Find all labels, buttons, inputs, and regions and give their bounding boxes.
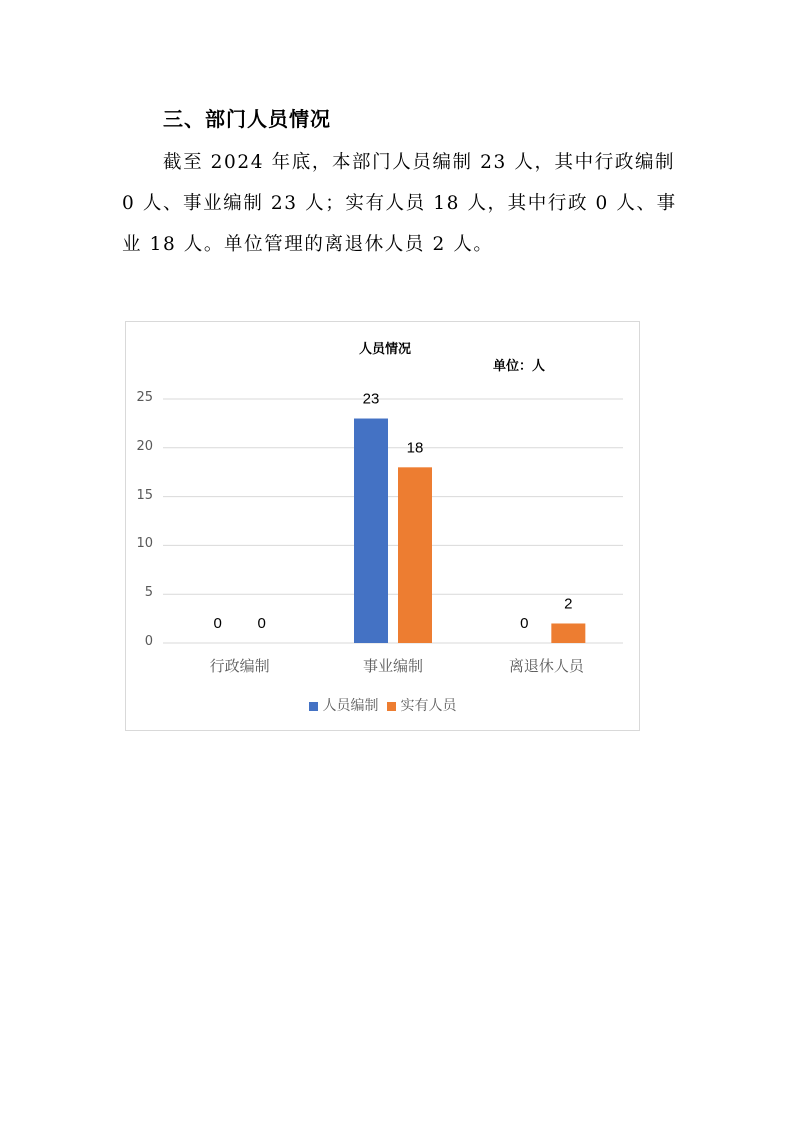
data-label: 18 <box>406 439 424 457</box>
bar <box>551 623 585 643</box>
legend-item <box>309 695 379 715</box>
data-label: 2 <box>564 595 573 613</box>
data-label: 0 <box>257 615 266 632</box>
section-heading: 三、部门人员情况 <box>163 107 331 131</box>
y-tick-label: 15 <box>136 487 153 503</box>
chart-unit-label: 单位：人 <box>493 359 546 374</box>
legend-swatch <box>309 702 318 711</box>
y-tick-label: 20 <box>136 438 153 454</box>
legend-label: 实有人员 <box>400 698 457 714</box>
x-tick-label: 离退休人员 <box>508 657 584 675</box>
y-tick-label: 25 <box>136 390 153 405</box>
chart-title: 人员情况 <box>359 342 412 357</box>
paragraph-line-1: 截至 2024 年底，本部门人员编制 23 人，其中行政编制 <box>163 152 676 173</box>
bar <box>398 467 432 643</box>
legend-label: 人员编制 <box>322 698 379 714</box>
chart-legend <box>126 695 639 715</box>
y-tick-label: 5 <box>144 585 153 601</box>
y-tick-label: 0 <box>144 634 153 649</box>
bar <box>354 419 388 643</box>
x-tick-label: 行政编制 <box>209 657 270 675</box>
legend-swatch <box>387 702 396 711</box>
y-tick-label: 10 <box>136 536 153 552</box>
data-label: 0 <box>520 615 529 632</box>
data-label: 23 <box>362 390 380 408</box>
paragraph-line-3: 业 18 人。单位管理的离退休人员 2 人。 <box>122 234 494 255</box>
chart-container <box>125 321 640 731</box>
legend-item <box>387 695 457 715</box>
data-label: 0 <box>213 615 222 632</box>
x-tick-label: 事业编制 <box>362 657 423 675</box>
paragraph-line-2: 0 人、事业编制 23 人；实有人员 18 人，其中行政 0 人、事 <box>122 193 677 214</box>
